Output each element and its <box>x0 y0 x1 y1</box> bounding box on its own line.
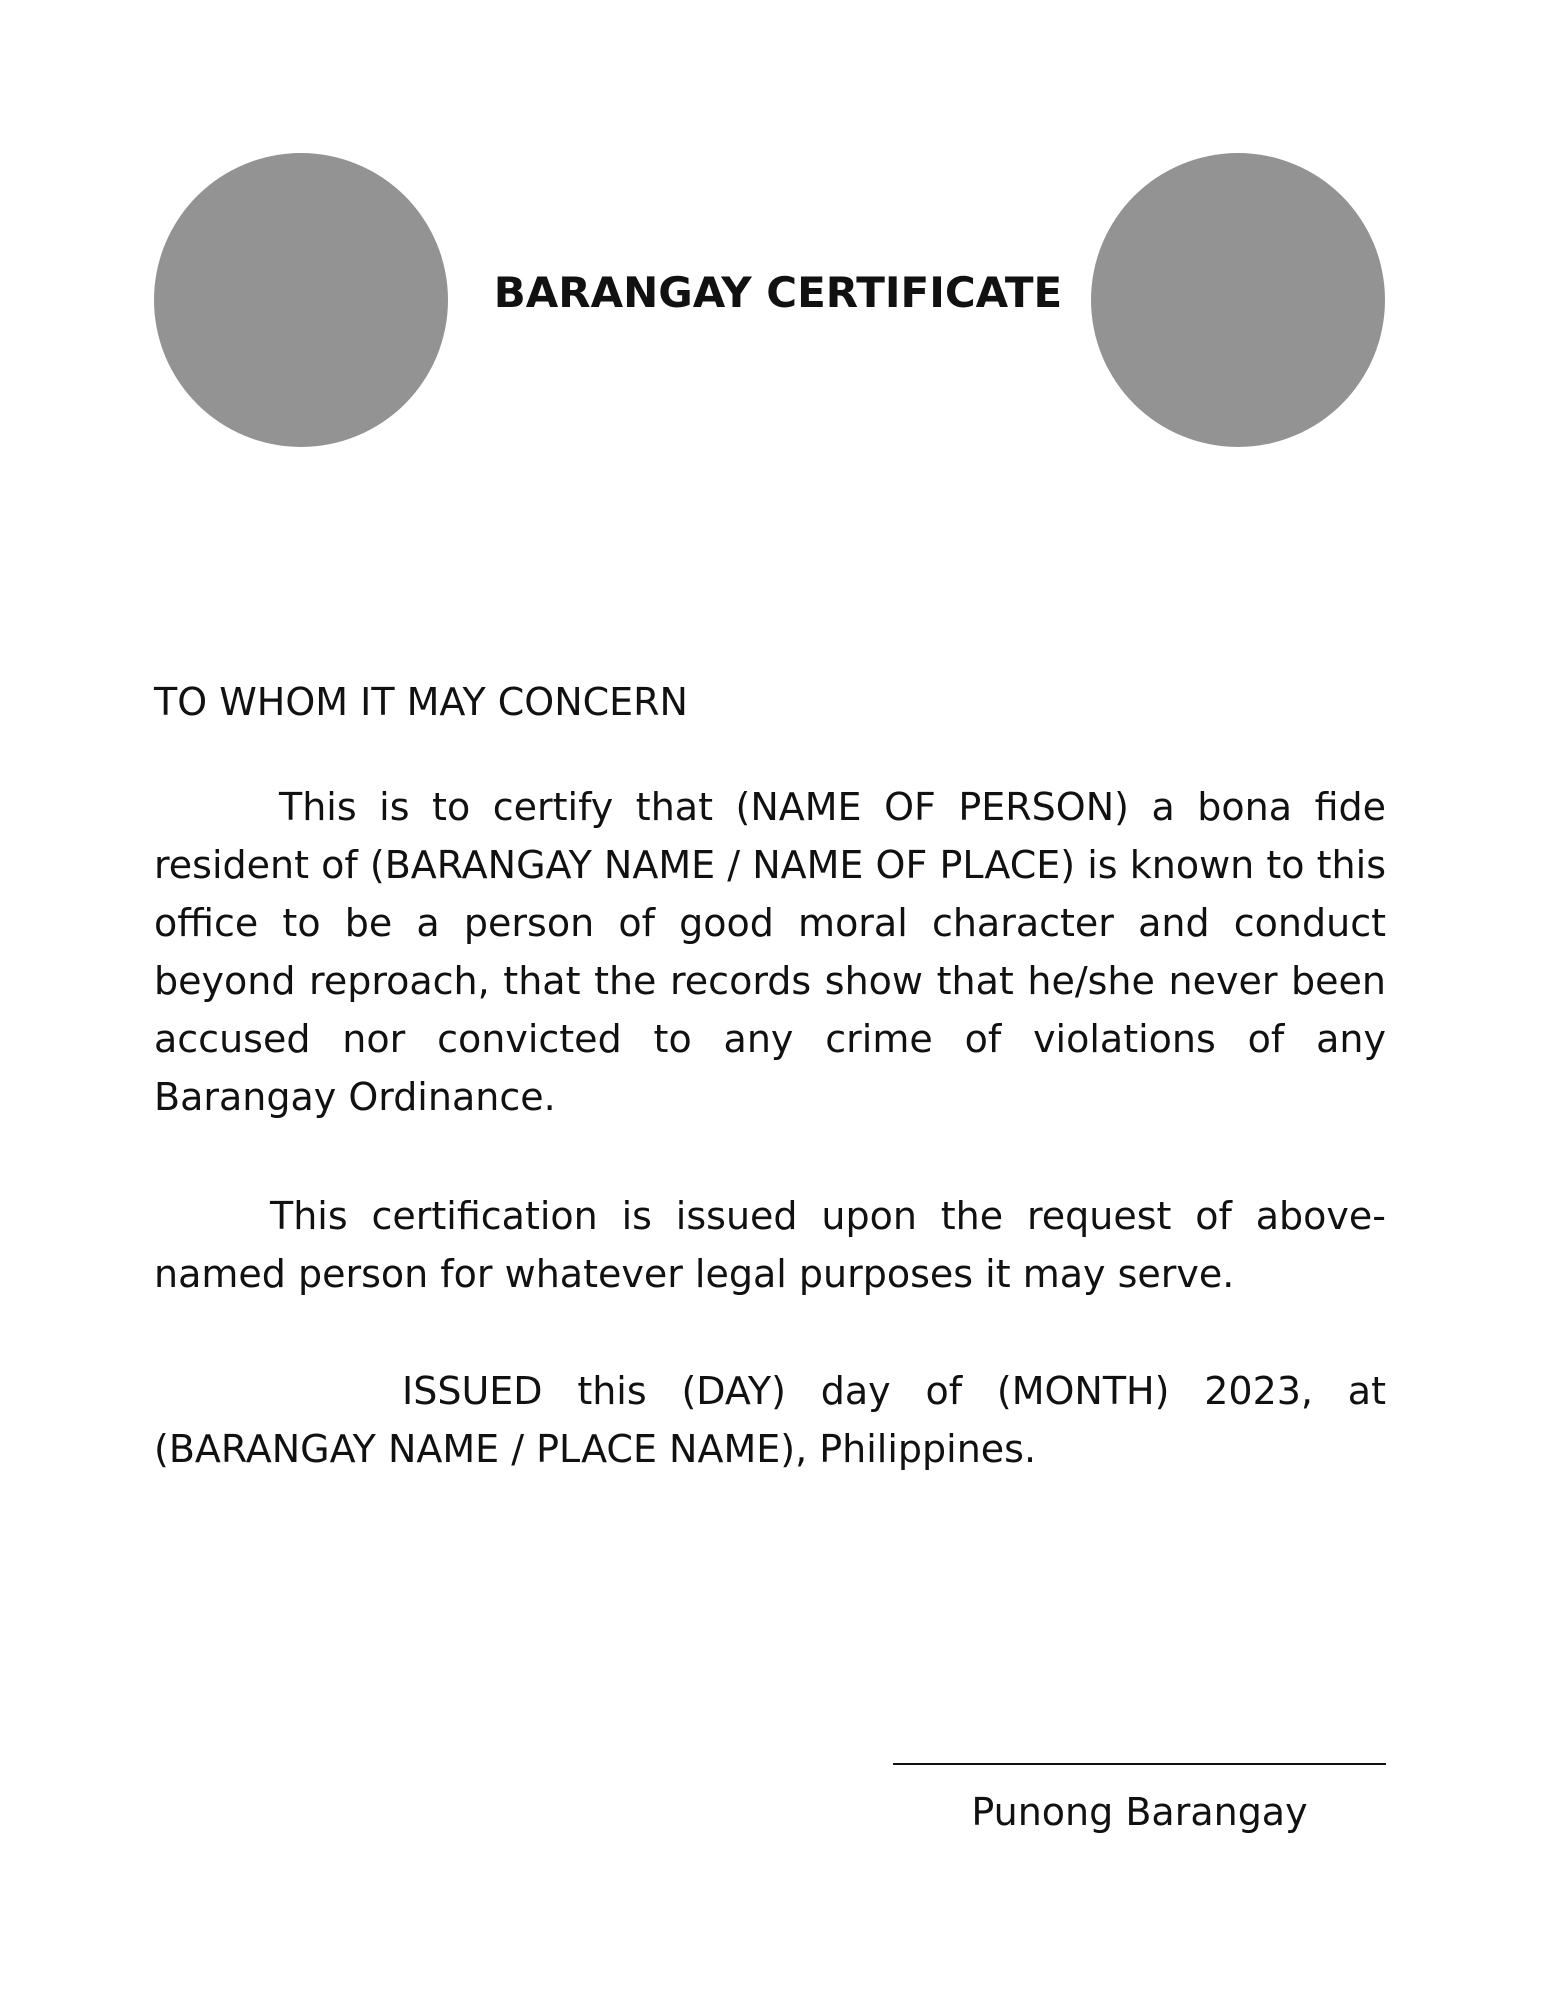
purpose-paragraph: This certification is issued upon the request of above-named person for whatever legal purposes it may serve. <box>154 1194 1386 1296</box>
signature-line <box>893 1763 1386 1765</box>
salutation: TO WHOM IT MAY CONCERN <box>154 680 688 724</box>
certification-paragraph: This is to certify that (NAME OF PERSON) a bona fide resident of (BARANGAY NAME / NAME OF PLACE) is known to this office to be a person of good moral character and conduct beyond reproach, that the records show that he/she never been accused nor convicted to any crime of violations of any Barangay Ordinance. <box>154 785 1386 1119</box>
certificate-title: BARANGAY CERTIFICATE <box>493 268 1063 317</box>
left-seal-placeholder <box>154 153 448 447</box>
signatory-title: Punong Barangay <box>971 1790 1308 1834</box>
issuance-paragraph: ISSUED this (DAY) day of (MONTH) 2023, at (BARANGAY NAME / PLACE NAME), Philippines. <box>154 1369 1386 1471</box>
right-seal-placeholder <box>1091 153 1385 447</box>
